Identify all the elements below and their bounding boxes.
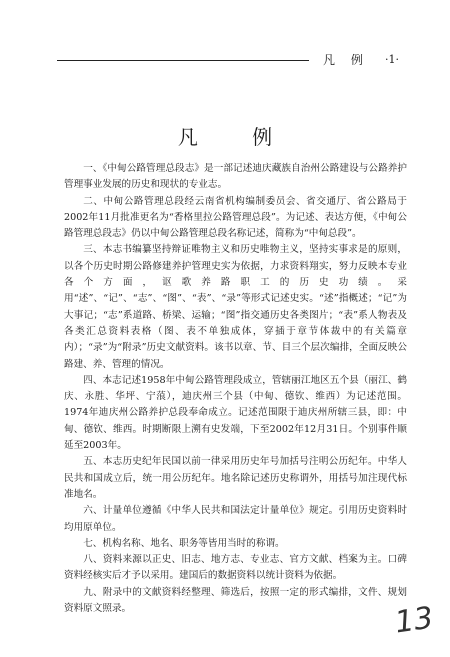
page-title: 凡 例	[177, 125, 297, 149]
page-number: ·1·	[385, 53, 399, 66]
guideline-paragraph-2: 二、中甸公路管理总段经云南省机构编制委员会、省交通厅、省公路局于2002年11月批准更名为“香格里拉公路管理总段”。为记述、表达方便，《中甸公路管理总段志》仍以中甸公路管理总段名称记述，简称为“中甸总段”。	[64, 195, 407, 240]
guideline-paragraph-4: 四、本志记述1958年中甸公路管理段成立，管辖丽江地区五个县（丽江、鹤庆、永胜、华坪、宁蒗），迪庆州三个县（中甸、德钦、维西）为记述范围。1974年迪庆州公路养护总段奉命成立。记述范围限于迪庆州所辖三县，即：中甸、德钦、维西。时期断限上溯有史发端，下至2002年12月31日。个别事件顺延至2003年。	[64, 374, 407, 452]
header-rule	[57, 60, 309, 61]
guideline-paragraph-8: 八、资料来源以正史、旧志、地方志、专业志、官方文献、档案为主。口碑资料经核实后才予以采用。建国后的数据资料以统计资料为依据。	[64, 554, 407, 582]
guideline-paragraph-6: 六、计量单位遵循《中华人民共和国法定计量单位》规定。引用历史资料时均用原单位。	[64, 505, 407, 533]
guideline-paragraph-1: 一、《中甸公路管理总段志》是一部记述迪庆藏族自治州公路建设与公路养护管理事业发展的历史和现状的专业志。	[64, 163, 407, 191]
running-header	[57, 52, 399, 68]
guidelines-body	[64, 161, 407, 617]
guideline-paragraph-9: 九、附录中的文献资料经整理、筛选后，按照一定的形式编排，文件、规划资料原文照录。	[64, 586, 407, 615]
guideline-paragraph-3: 三、本志书编纂坚持辩证唯物主义和历史唯物主义，坚持实事求是的原则，以各个历史时期公路修建养护管理史实为依据，力求资料翔实，努力反映本专业各个方面，讴歌养路职工的历史功绩。采用“述”、“记”、“志”、“图”、“表”、“录”等形式记述史实。“述”指概述；“记”为大事记；“志”系道路、桥梁、运输；“图”指交通历史各类图片；“表”系人物表及各类汇总资料表格（图、表不单独成体，穿插于章节体裁中的有关篇章内）；“录”为“附录”历史文献资料。该书以章、节、目三个层次编排，全面反映公路建、养、管理的情况。	[64, 244, 407, 370]
header-section-title: 凡 例	[323, 53, 369, 67]
handwritten-page-mark: 13	[392, 600, 436, 641]
guideline-paragraph-7: 七、机构名称、地名、职务等皆用当时的称谓。	[83, 537, 285, 549]
guideline-paragraph-5: 五、本志历史纪年民国以前一律采用历史年号加括号注明公历纪年。中华人民共和国成立后，统一用公历纪年。地名除记述历史称谓外，用括号加注现代标准地名。	[64, 456, 407, 500]
